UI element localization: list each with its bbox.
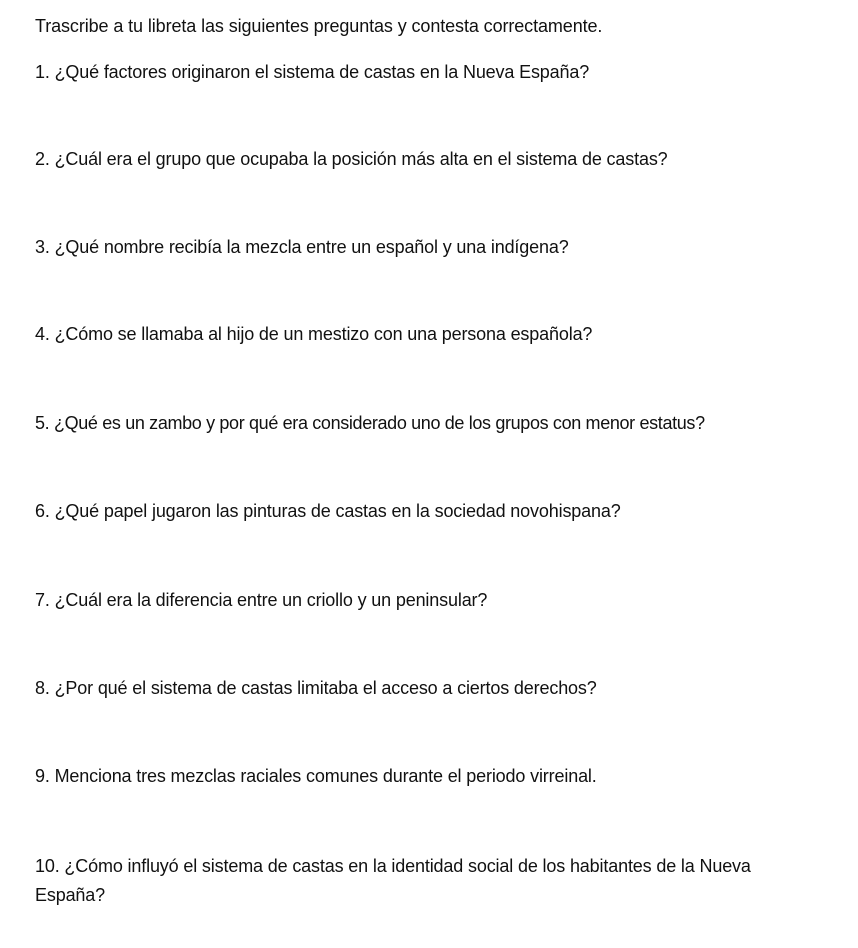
question-6: 6. ¿Qué papel jugaron las pinturas de castas en la sociedad novohispana? [35,501,621,521]
question-4: 4. ¿Cómo se llamaba al hijo de un mestizo con una persona española? [35,324,593,344]
question-5: 5. ¿Qué es un zambo y por qué era considerado uno de los grupos con menor estatus? [35,413,705,433]
question-3: 3. ¿Qué nombre recibía la mezcla entre un español y una indígena? [35,237,569,257]
question-9: 9. Menciona tres mezclas raciales comunes durante el periodo virreinal. [35,766,597,786]
instruction-text: Trascribe a tu libreta las siguientes preguntas y contesta correctamente. [35,16,603,36]
question-10: 10. ¿Cómo influyó el sistema de castas en la identidad social de los habitantes de la Nueva España? [35,856,751,905]
question-2: 2. ¿Cuál era el grupo que ocupaba la posición más alta en el sistema de castas? [35,149,668,169]
question-8: 8. ¿Por qué el sistema de castas limitaba el acceso a ciertos derechos? [35,678,597,698]
question-1: 1. ¿Qué factores originaron el sistema de castas en la Nueva España? [35,62,590,82]
question-7: 7. ¿Cuál era la diferencia entre un criollo y un peninsular? [35,590,488,610]
